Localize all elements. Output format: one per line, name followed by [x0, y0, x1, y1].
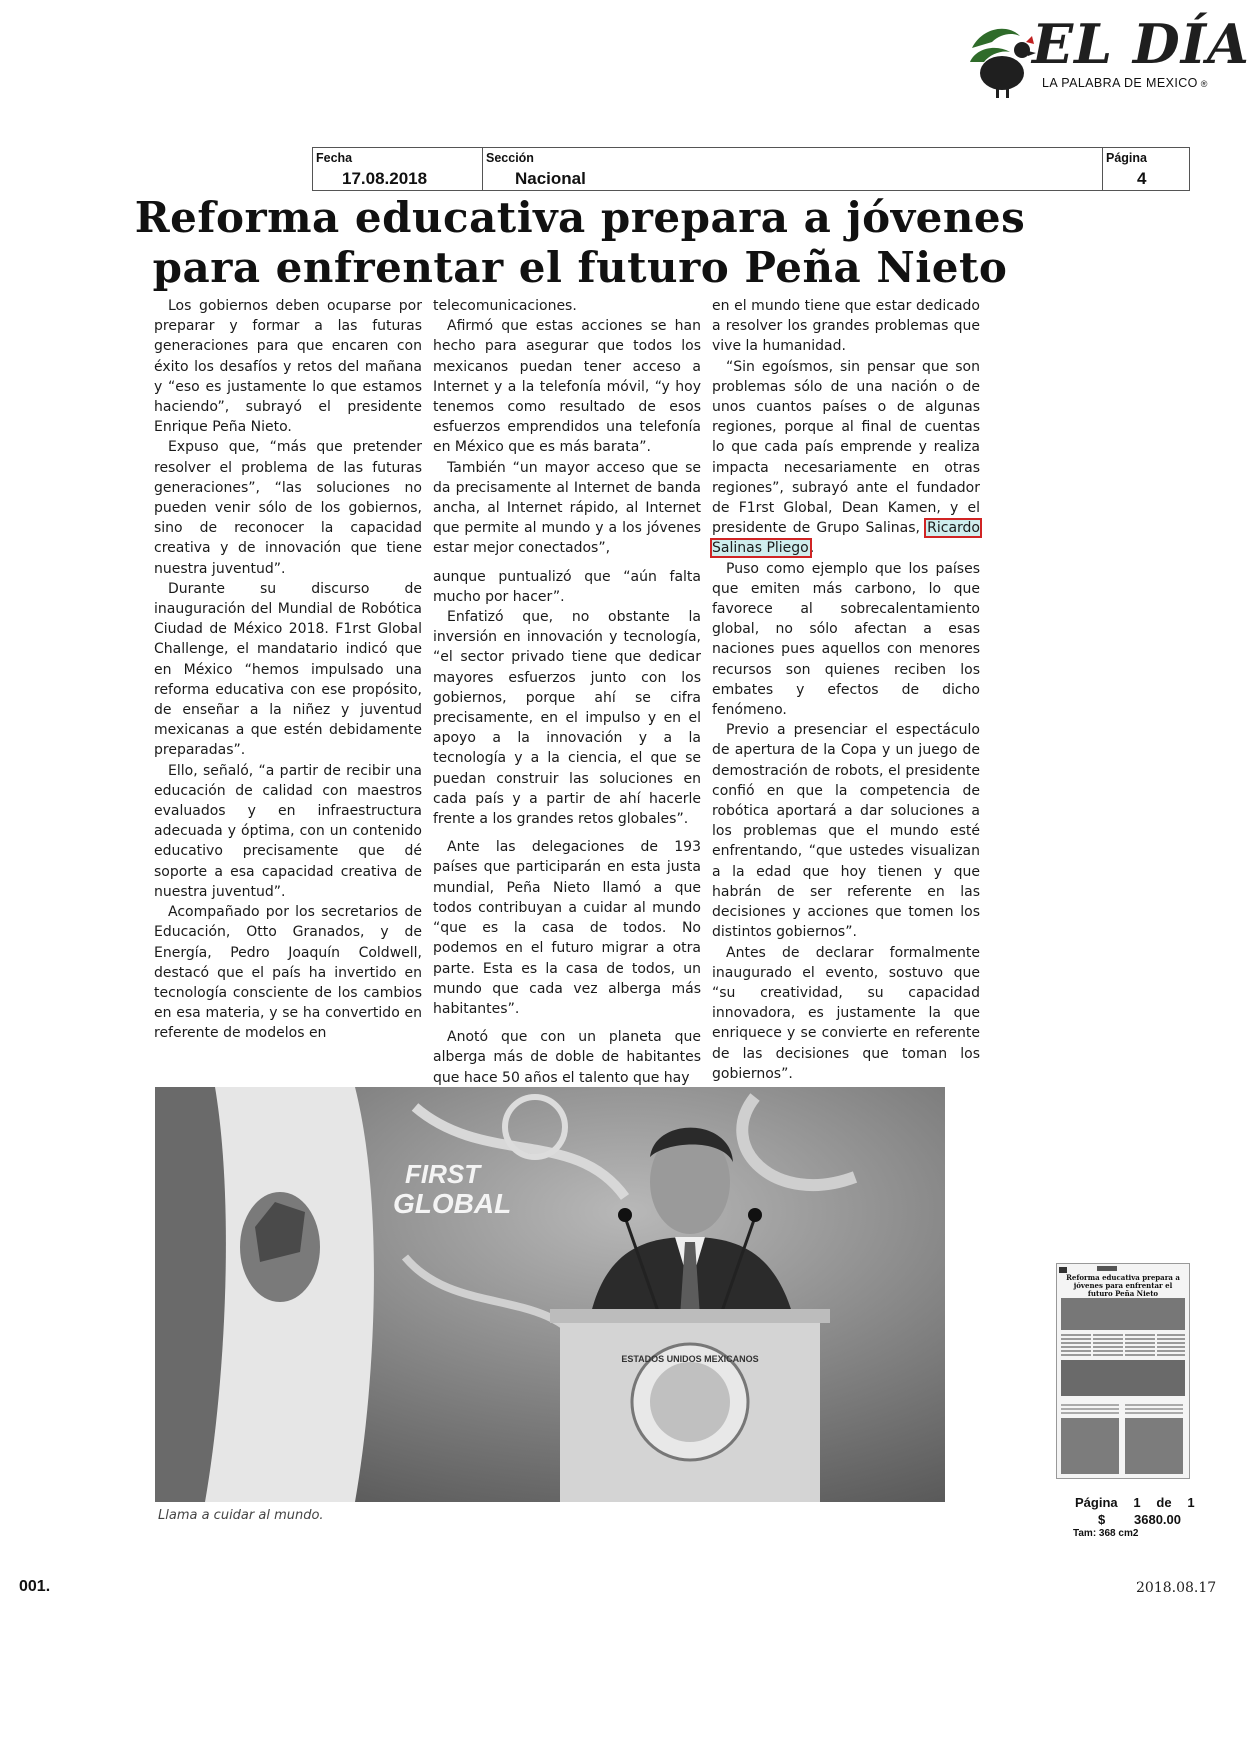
price-value: 3680.00 [1134, 1512, 1181, 1527]
paragraph-text: “Sin egoísmos, sin pensar que son problemas sólo de una nación o de unos cuantos países o de algunas regiones, porque al final de cuentas lo que cada país emprende y realiza impacta necesariamente en otras regiones”, subrayó ante el fundador de F1rst Global, Dean Kamen, y el presidente de Grupo Salinas, [712, 358, 980, 537]
headline-line-1: Reforma educativa prepara a jóvenes [134, 193, 1026, 242]
fecha-value: 17.08.2018 [342, 169, 428, 188]
paragraph: telecomunicaciones. [433, 298, 577, 314]
seccion-label: Sección [486, 151, 534, 165]
page-thumbnail[interactable] [1056, 1263, 1190, 1479]
paragraph: Durante su discurso de inauguración del Mundial de Robótica Ciudad de México 2018. F1rst Global Challenge, el mandatario indicó que en México “hemos impulsado una reforma educativa con ese propósito, de enseñar a la niñez y juventud mexicanas a que estén debidamente preparadas”. [154, 580, 422, 759]
pagina-label: Página [1106, 151, 1147, 165]
currency-symbol: $ [1098, 1512, 1106, 1527]
logo-tagline [1042, 76, 1208, 90]
paragraph: en el mundo tiene que estar dedicado a resolver los grandes problemas que vive la humanidad. [712, 298, 980, 355]
fecha-label: Fecha [316, 151, 353, 165]
pagina-count-label: Página [1075, 1495, 1118, 1510]
logo-wordmark: EL DÍA [1032, 12, 1250, 76]
highlighted-name[interactable]: Ricardo Salinas Pliego [712, 520, 980, 557]
paragraph: Ello, señaló, “a partir de recibir una educación de calidad con maestros evaluados y en infraestructura adecuada y óptima, con un contenido educativo precisamente que dé soporte a esa capacidad creativa de nuestra juventud”. [154, 762, 422, 900]
paragraph: Acompañado por los secretarios de Educación, Otto Granados, y de Energía, Pedro Joaquín Coldwell, destacó que el país ha invertido en tecnología consciente de los cambios en esa materia, y se ha convertido en referente de modelos en [154, 904, 422, 1042]
footer-date: 2018.08.17 [1136, 1580, 1217, 1596]
page-number: 1 [1133, 1495, 1141, 1510]
fecha-cell [313, 148, 483, 190]
photo-illustration [155, 1087, 945, 1502]
page-counter [1075, 1495, 1205, 1510]
article-column-1 [154, 296, 422, 1076]
size-info: Tam: 368 cm2 [1073, 1528, 1139, 1539]
banner-text-first: FIRST [405, 1159, 481, 1189]
paragraph: Afirmó que estas acciones se han hecho para asegurar que todos los mexicanos puedan tener acceso a Internet y a la telefonía móvil, “y hoy tenemos como resultado de esos esfuerzos emprendidos una telefonía en México que es más barata”. [433, 318, 701, 456]
paragraph: Previo a presenciar el espectáculo de apertura de la Copa y un juego de demostración de robots, el presidente confió en que la competencia de robótica aportará a dar soluciones a los problemas que el mundo esté enfrentando, “que ustedes visualizan a la edad que hoy tienen y que habrán de ser referente en las decisiones y acciones que tomen los distintos gobiernos”. [712, 722, 980, 941]
seccion-cell [483, 148, 1103, 190]
article-column-3 [712, 296, 980, 1082]
photo-caption: Llama a cuidar al mundo. [158, 1508, 324, 1523]
de-label: de [1156, 1495, 1172, 1510]
paragraph: Anotó que con un planeta que alberga más de doble de habitantes que hace 50 años el talento que hay [433, 1029, 701, 1086]
seccion-value: Nacional [515, 169, 586, 188]
article-headline [95, 193, 1065, 293]
paragraph: Expuso que, “más que pretender resolver el problema de las futuras generaciones”, “las soluciones no pueden venir sólo de los gobiernos, sino de reconocer la capacidad creativa y de innovación que tiene nuestra juventud”. [154, 439, 422, 577]
article-photo [155, 1087, 945, 1502]
paragraph: Enfatizó que, no obstante la inversión en innovación y tecnología, “el sector privado tiene que dedicar mayores esfuerzos junto con los gobiernos, porque ahí se cifra precisamente, en el impulso y en el apoyo a la innovación y a la tecnología y a la ciencia, el que se puedan construir las soluciones en cada país y a partir de ahí hacerle frente a los grandes retos globales”. [433, 609, 701, 828]
paragraph: aunque puntualizó que “aún falta mucho por hacer”. [433, 568, 701, 605]
metadata-bar [312, 147, 1190, 191]
paragraph: Puso como ejemplo que los países que emiten más carbono, lo que favorece al sobrecalentamiento global, no sólo afectan a esas naciones pues aquellos con menores recursos son quienes reciben los embates y efectos de dicho fenómeno. [712, 560, 980, 719]
paragraph: También “un mayor acceso que se da precisamente al Internet de banda ancha, al Internet rápido, al Internet que permite al mundo y a los jóvenes estar mejor conectados”, [433, 459, 701, 557]
paragraph: Los gobiernos deben ocuparse por preparar y formar a las futuras generaciones para que encaren con éxito los desafíos y retos del mañana y “eso es justamente lo que estamos haciendo”, subrayó el presidente Enrique Peña Nieto. [154, 298, 422, 436]
registered-mark: ® [1200, 79, 1208, 89]
masthead-logo [962, 12, 1250, 102]
headline-line-2: para enfrentar el futuro Peña Nieto [152, 243, 1008, 292]
thumbnail-title: Reforma educativa prepara a jóvenes para enfrentar el futuro Peña Nieto [1066, 1273, 1180, 1298]
banner-text-global: GLOBAL [393, 1188, 512, 1219]
pagina-cell [1103, 148, 1189, 190]
article-body [154, 296, 980, 1086]
article-column-2 [433, 296, 701, 1086]
rooster-logo-icon [962, 18, 1042, 102]
tagline-text: LA PALABRA DE MEXICO [1042, 76, 1198, 90]
page-total: 1 [1187, 1495, 1195, 1510]
paragraph: Ante las delegaciones de 193 países que participarán en esta justa mundial, Peña Nieto llamó a que todos contribuyan a cuidar al mundo “que es la casa de todos. No podemos en el futuro migrar a otra parte. Esta es la casa de todos, un mundo que cada vez alberga más habitantes”. [433, 839, 701, 1017]
pagina-value: 4 [1137, 169, 1147, 188]
paragraph: Antes de declarar formalmente inaugurado el evento, sostuvo que “su creatividad, su capacidad innovadora, es justamente la que enriquece y se convierte en referente de las decisiones que toman los gobiernos”. [712, 944, 980, 1082]
price-row [1098, 1512, 1181, 1527]
paragraph-with-highlight: “Sin egoísmos, sin pensar que son problemas sólo de una nación o de unos cuantos países o de algunas regiones, porque al final de cuentas lo que cada país emprende y realiza impacta necesariamente en otras regiones”, subrayó ante el fundador de F1rst Global, Dean Kamen, y el presidente de Grupo Salinas, Ricardo Salinas Pliego. [712, 358, 980, 557]
footer-code: 001. [19, 1578, 51, 1595]
podium-seal-text: ESTADOS UNIDOS MEXICANOS [621, 1354, 759, 1364]
